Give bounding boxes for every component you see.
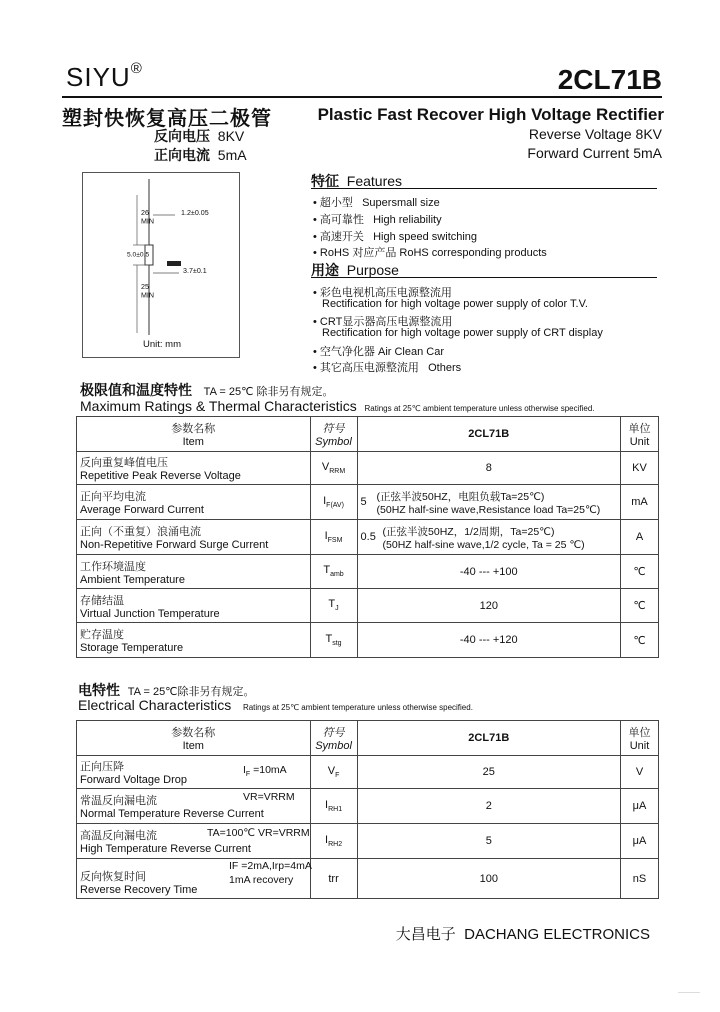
table-row: 贮存温度 Storage Temperature $T_{stg}$ -40 --- +120 ℃: [77, 623, 659, 658]
reverse-voltage-cn: 反向电压 8KV: [154, 128, 245, 144]
purpose-rule: [311, 277, 657, 278]
purpose-item: • CRT显示器高压电源整流用: [313, 316, 453, 328]
col-item: 参数名称 Item: [77, 721, 311, 756]
electrical-heading-en: Electrical Characteristics Ratings at 25℃ ambient temperature unless otherwise specified.: [78, 697, 473, 713]
title-cn: 塑封快恢复高压二极管: [62, 108, 272, 130]
registered-mark: ®: [130, 60, 143, 77]
table-row: 反向重复峰值电压 Repetitive Peak Reverse Voltage $V_{RRM}$ 8 KV: [77, 452, 659, 485]
reverse-voltage-en: Reverse Voltage 8KV: [528, 126, 662, 142]
table-row: 高温反向漏电流 High Temperature Reverse Current TA=100℃ VR=VRRM $I_{RH2}$ 5 μA: [77, 824, 659, 859]
col-symbol: 符号 Symbol: [310, 417, 357, 452]
purpose-heading: 用途 Purpose: [311, 262, 399, 278]
electrical-heading-cn: 电特性 TA = 25℃除非另有规定。: [78, 682, 255, 698]
forward-current-cn: 正向电流 5mA: [154, 147, 247, 163]
forward-current-en: Forward Current 5mA: [527, 145, 662, 161]
table-row: 正向（不重复）浪涌电流 Non-Repetitive Forward Surge Current $I_{FSM}$ 0.5 (正弦半波50HZ，1/2周期，Ta=25℃) (50HZ half-sine wave,1/2 cycle, Ta = 25 ℃) A: [77, 520, 659, 555]
dim-body: 5.0±0.5: [127, 251, 150, 259]
feature-item: • 高速开关 High speed switching: [313, 231, 478, 243]
col-symbol: 符号 Symbol: [310, 721, 357, 756]
max-ratings-heading-cn: 极限值和温度特性 TA = 25℃ 除非另有规定。: [80, 382, 334, 398]
footer-watermark-line: [678, 992, 700, 993]
col-unit: 单位 Unit: [621, 417, 659, 452]
table-row: 工作环境温度 Ambient Temperature $T_{amb}$ -40 --- +100 ℃: [77, 555, 659, 589]
brand-logo: SIYU®: [66, 60, 143, 92]
col-item: 参数名称 Item: [77, 417, 311, 452]
table-row: 常温反向漏电流 Normal Temperature Reverse Current VR=VRRM $I_{RH1}$ 2 μA: [77, 789, 659, 824]
package-diagram: [82, 172, 240, 358]
feature-item: • 超小型 Supersmall size: [313, 197, 440, 209]
table-row: 正向平均电流 Average Forward Current $I_{F(AV)}$ 5 (正弦半波50HZ，电阻负载Ta=25℃) (50HZ half-sine wave,Resistance load Ta=25℃) mA: [77, 485, 659, 520]
header-rule: [62, 96, 662, 98]
table-header-row: [77, 417, 659, 452]
purpose-item: • 其它高压电源整流用 Others: [313, 362, 462, 374]
title-en: Plastic Fast Recover High Voltage Rectifier: [317, 105, 664, 124]
col-part: 2CL71B: [357, 417, 621, 452]
features-rule: [311, 188, 657, 189]
table-row: 存储结温 Virtual Junction Temperature $T_J$ 120 ℃: [77, 589, 659, 623]
part-number: 2CL71B: [557, 64, 662, 95]
unit-label: Unit: mm: [143, 339, 181, 350]
max-ratings-table: [76, 416, 659, 658]
purpose-item-en: Rectification for high voltage power supply of color T.V.: [322, 298, 588, 310]
diode-outline-drawing: [83, 173, 239, 357]
purpose-item: • 空气净化器 Air Clean Car: [313, 346, 445, 358]
table-row: 正向压降 Forward Voltage Drop $I_F =10mA$ $V_F$ 25 V: [77, 756, 659, 789]
purpose-item: • 彩色电视机高压电源整流用: [313, 287, 452, 299]
purpose-item-en: Rectification for high voltage power supply of CRT display: [322, 327, 603, 339]
col-unit: 单位 Unit: [621, 721, 659, 756]
feature-item: • 高可靠性 High reliability: [313, 214, 442, 226]
dim-top: 26 MIN: [141, 209, 155, 226]
table-header-row: [77, 721, 659, 756]
electrical-table: [76, 720, 659, 899]
dim-top-right: 1.2±0.05: [181, 209, 209, 218]
dim-bottom: 25 MIN: [141, 283, 155, 300]
features-heading: 特征 Features: [311, 173, 403, 189]
feature-item: • RoHS 对应产品 RoHS corresponding products: [313, 247, 547, 259]
max-ratings-heading-en: Maximum Ratings & Thermal Characteristics Ratings at 25℃ ambient temperature unless otherwise specified.: [80, 398, 595, 414]
col-part: 2CL71B: [357, 721, 620, 756]
table-row: 反向恢复时间 Reverse Recovery Time IF =2mA,Irp=4mA 1mA recovery trr 100 nS: [77, 859, 659, 899]
footer-company: 大昌电子 DACHANG ELECTRONICS: [395, 926, 650, 943]
dim-body-right: 3.7±0.1: [183, 267, 207, 276]
